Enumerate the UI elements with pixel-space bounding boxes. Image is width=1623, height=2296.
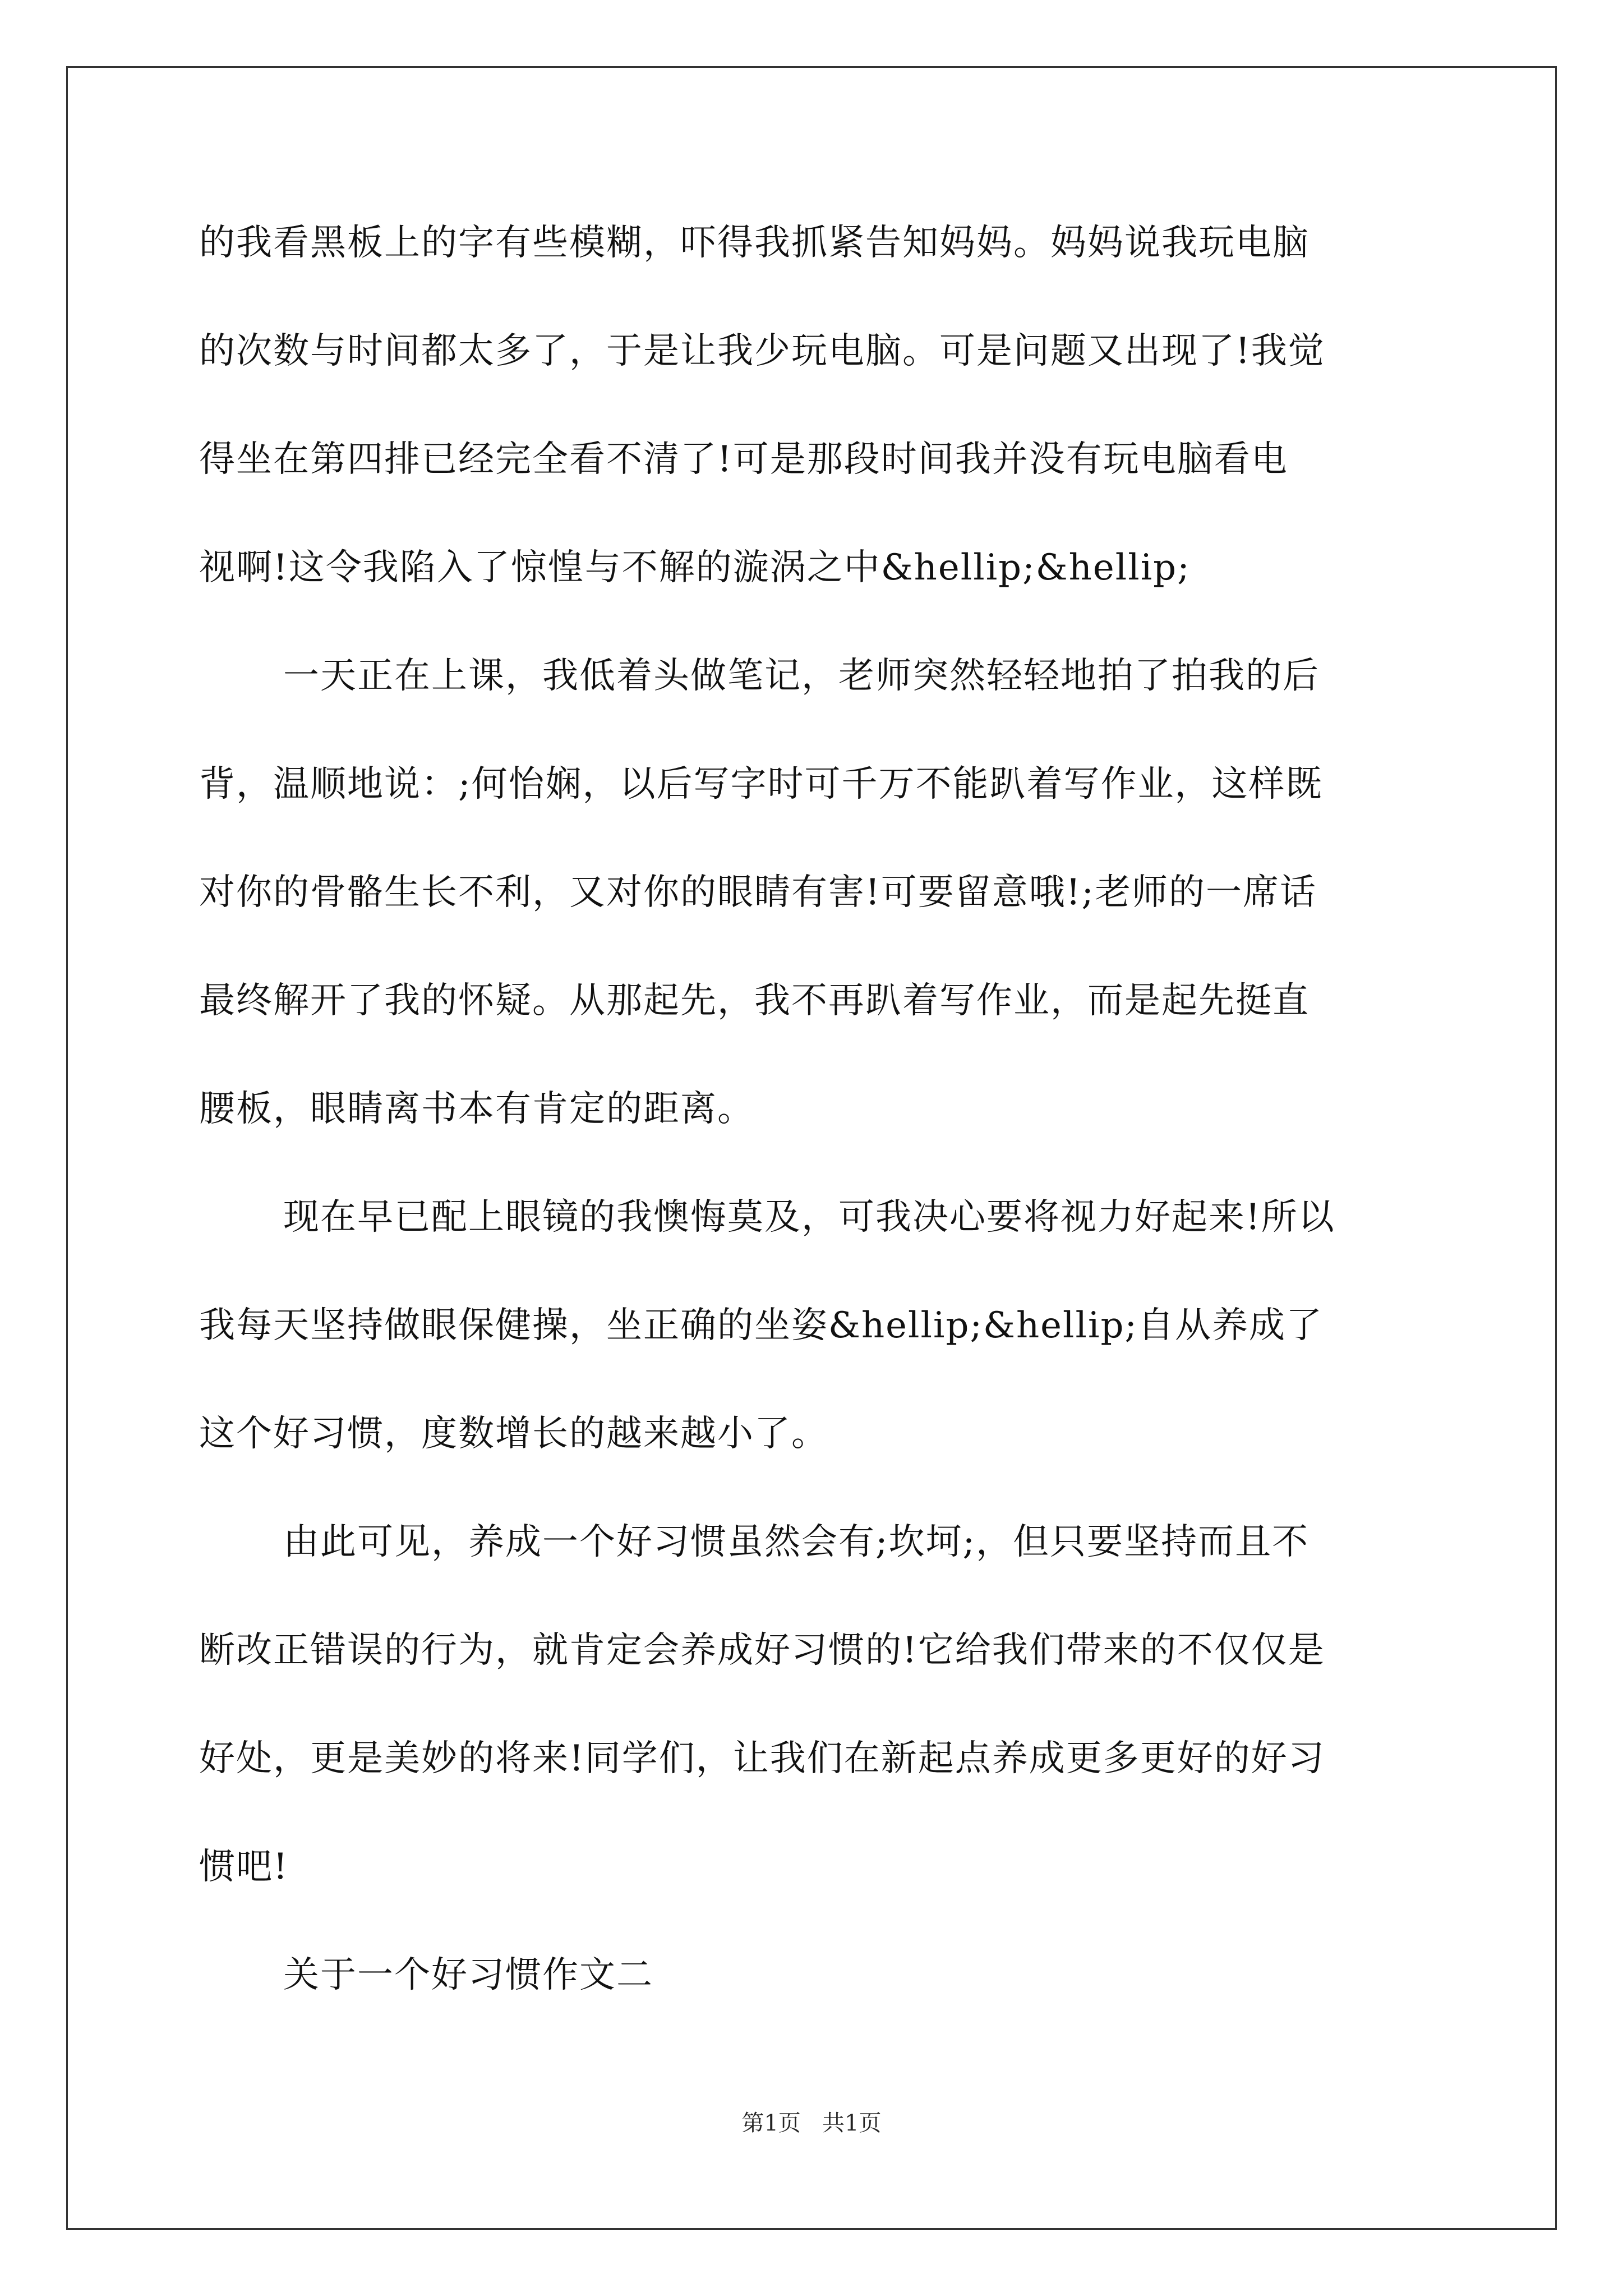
paragraph-first-line: 由此可见，养成一个好习惯虽然会有;坎坷;，但只要坚持而且不 [283,1521,1310,1563]
paragraph-first-line: 现在早已配上眼镜的我懊悔莫及，可我决心要将视力好起来!所以 [283,1197,1335,1238]
text-line: 的次数与时间都太多了，于是让我少玩电脑。可是问题又出现了!我觉 [199,330,1325,372]
text-line: 惯吧! [199,1846,289,1888]
text-line: 腰板，眼睛离书本有肯定的距离。 [199,1088,754,1130]
text-line: 最终解开了我的怀疑。从那起先，我不再趴着写作业，而是起先挺直 [199,980,1310,1022]
text-line: 我每天坚持做眼保健操，坐正确的坐姿&hellip;&hellip;自从养成了 [199,1305,1323,1346]
paragraph-first-line: 一天正在上课，我低着头做笔记，老师突然轻轻地拍了拍我的后 [283,655,1320,697]
page-number-footer: 第1页 共1页 [741,2110,882,2136]
text-line: 背，温顺地说：;何怡娴，以后写字时可千万不能趴着写作业，这样既 [199,763,1323,805]
text-line: 得坐在第四排已经完全看不清了!可是那段时间我并没有玩电脑看电 [199,439,1288,480]
text-line: 断改正错误的行为，就肯定会养成好习惯的!它给我们带来的不仅仅是 [199,1630,1325,1671]
text-line: 这个好习惯，度数增长的越来越小了。 [199,1413,828,1455]
text-line: 对你的骨骼生长不利，又对你的眼睛有害!可要留意哦!;老师的一席话 [199,872,1317,913]
text-line: 视啊!这令我陷入了惊惶与不解的漩涡之中&hellip;&hellip; [199,547,1191,588]
text-line: 的我看黑板上的字有些模糊，吓得我抓紧告知妈妈。妈妈说我玩电脑 [199,222,1310,264]
page-border [66,66,1557,2230]
text-line: 好处，更是美妙的将来!同学们，让我们在新起点养成更多更好的好习 [199,1738,1325,1779]
section-heading: 关于一个好习惯作文二 [283,1954,653,1996]
